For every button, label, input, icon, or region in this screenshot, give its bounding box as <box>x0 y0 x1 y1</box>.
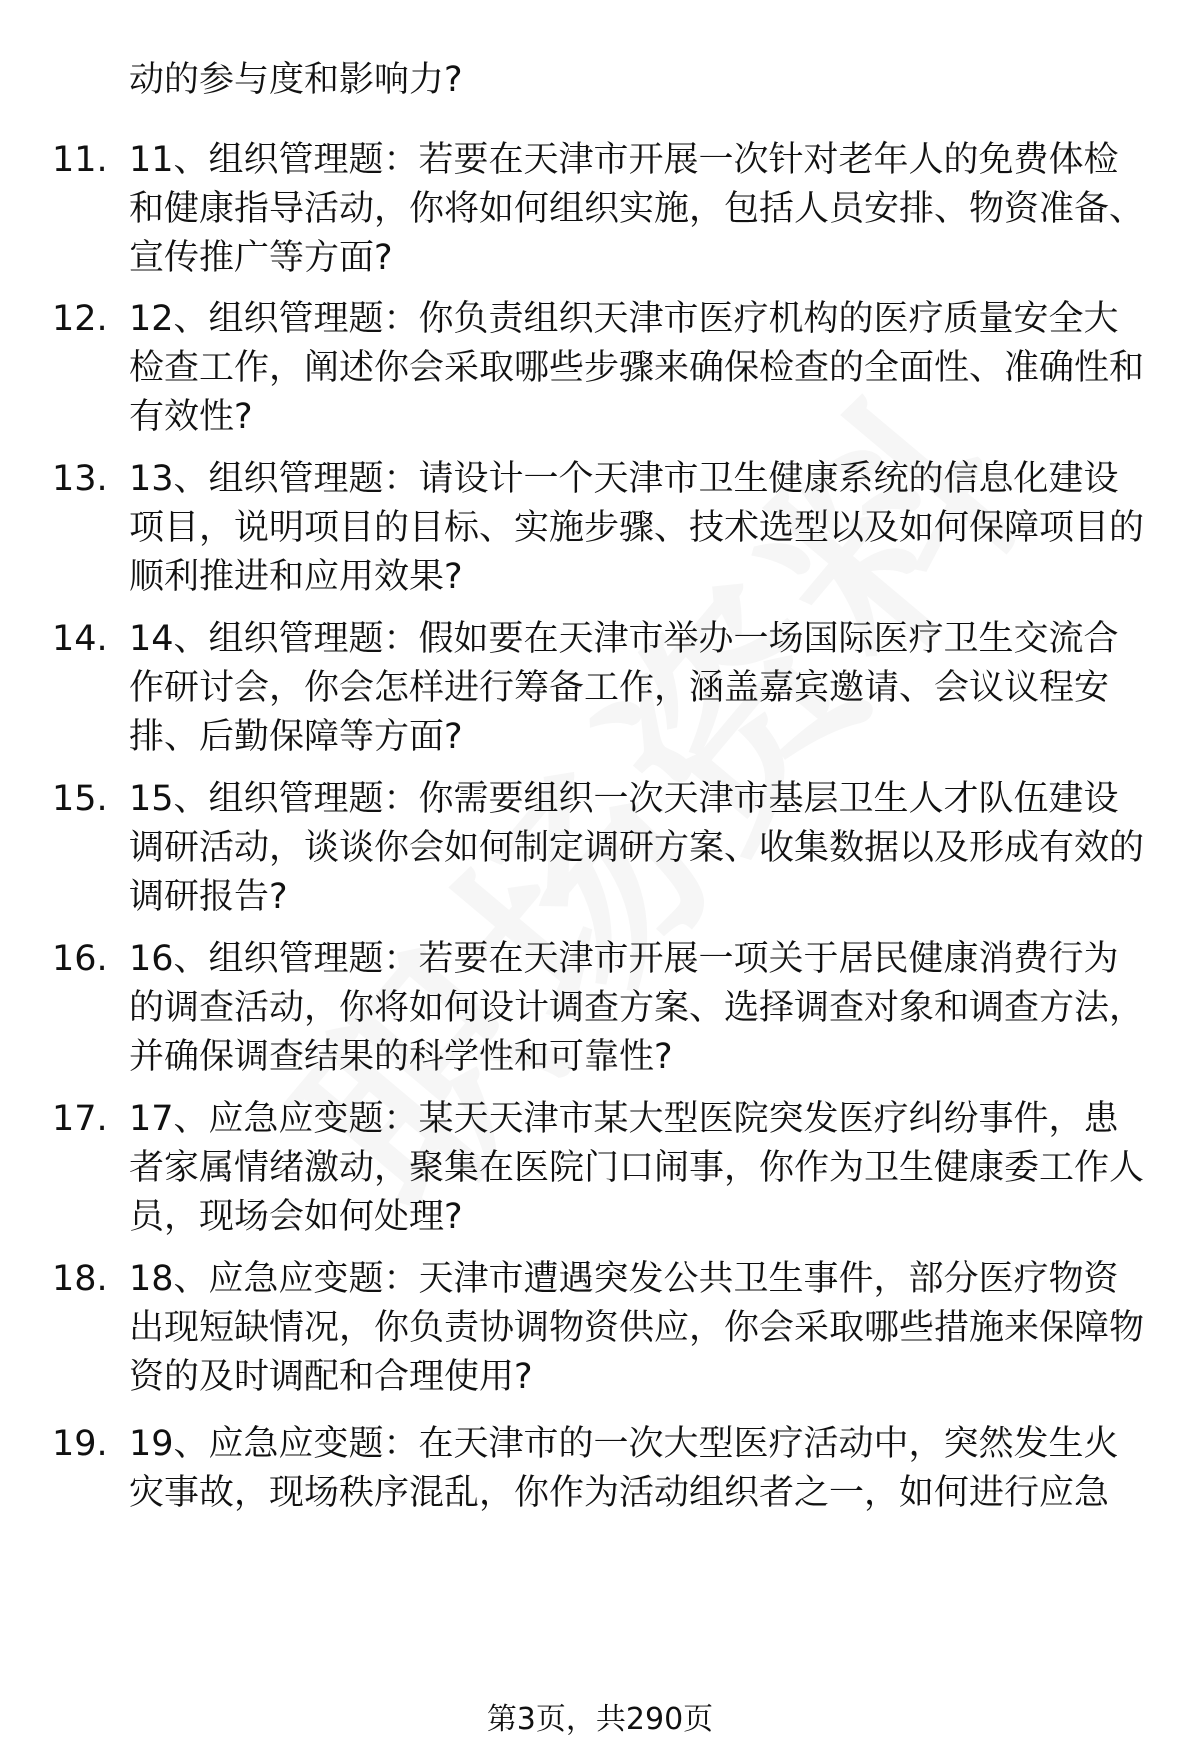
question-text: 19、应急应变题：在天津市的一次大型医疗活动中，突然发生火灾事故，现场秩序混乱，你作为活动组织者之一，如何进行应急 <box>129 1424 1119 1513</box>
question-text: 12、组织管理题：你负责组织天津市医疗机构的医疗质量安全大检查工作，阐述你会采取哪些步骤来确保检查的全面性、准确性和有效性? <box>129 299 1145 437</box>
question-text: 14、组织管理题：假如要在天津市举办一场国际医疗卫生交流合作研讨会，你会怎样进行筹备工作，涵盖嘉宾邀请、会议议程安排、后勤保障等方面? <box>129 619 1119 757</box>
question-number: 19. <box>52 1424 108 1464</box>
question-text: 13、组织管理题：请设计一个天津市卫生健康系统的信息化建设项目，说明项目的目标、实施步骤、技术选型以及如何保障项目的顺利推进和应用效果? <box>129 459 1145 597</box>
page-footer: 第3页，共290页 <box>486 1702 714 1737</box>
question-text: 18、应急应变题：天津市遭遇突发公共卫生事件，部分医疗物资出现短缺情况，你负责协调物资供应，你会采取哪些措施来保障物资的及时调配和合理使用? <box>129 1259 1145 1397</box>
question-text: 17、应急应变题：某天天津市某大型医院突发医疗纠纷事件，患者家属情绪激动，聚集在医院门口闹事，你作为卫生健康委工作人员，现场会如何处理? <box>129 1099 1145 1237</box>
question-text: 16、组织管理题：若要在天津市开展一项关于居民健康消费行为的调查活动，你将如何设计调查方案、选择调查对象和调查方法，并确保调查结果的科学性和可靠性? <box>129 939 1145 1077</box>
question-number: 15. <box>52 779 108 819</box>
question-number: 18. <box>52 1259 108 1299</box>
question-text: 11、组织管理题：若要在天津市开展一次针对老年人的免费体检和健康指导活动，你将如何组织实施，包括人员安排、物资准备、宣传推广等方面? <box>129 140 1145 278</box>
question-number: 11. <box>52 140 108 180</box>
question-text: 15、组织管理题：你需要组织一次天津市基层卫生人才队伍建设调研活动，谈谈你会如何制定调研方案、收集数据以及形成有效的调研报告? <box>129 779 1145 917</box>
question-number: 13. <box>52 459 108 499</box>
question-number: 14. <box>52 619 108 659</box>
question-number: 17. <box>52 1099 108 1139</box>
question-number: 16. <box>52 939 108 979</box>
question-number: 12. <box>52 299 108 339</box>
continued-text: 动的参与度和影响力? <box>129 60 463 100</box>
